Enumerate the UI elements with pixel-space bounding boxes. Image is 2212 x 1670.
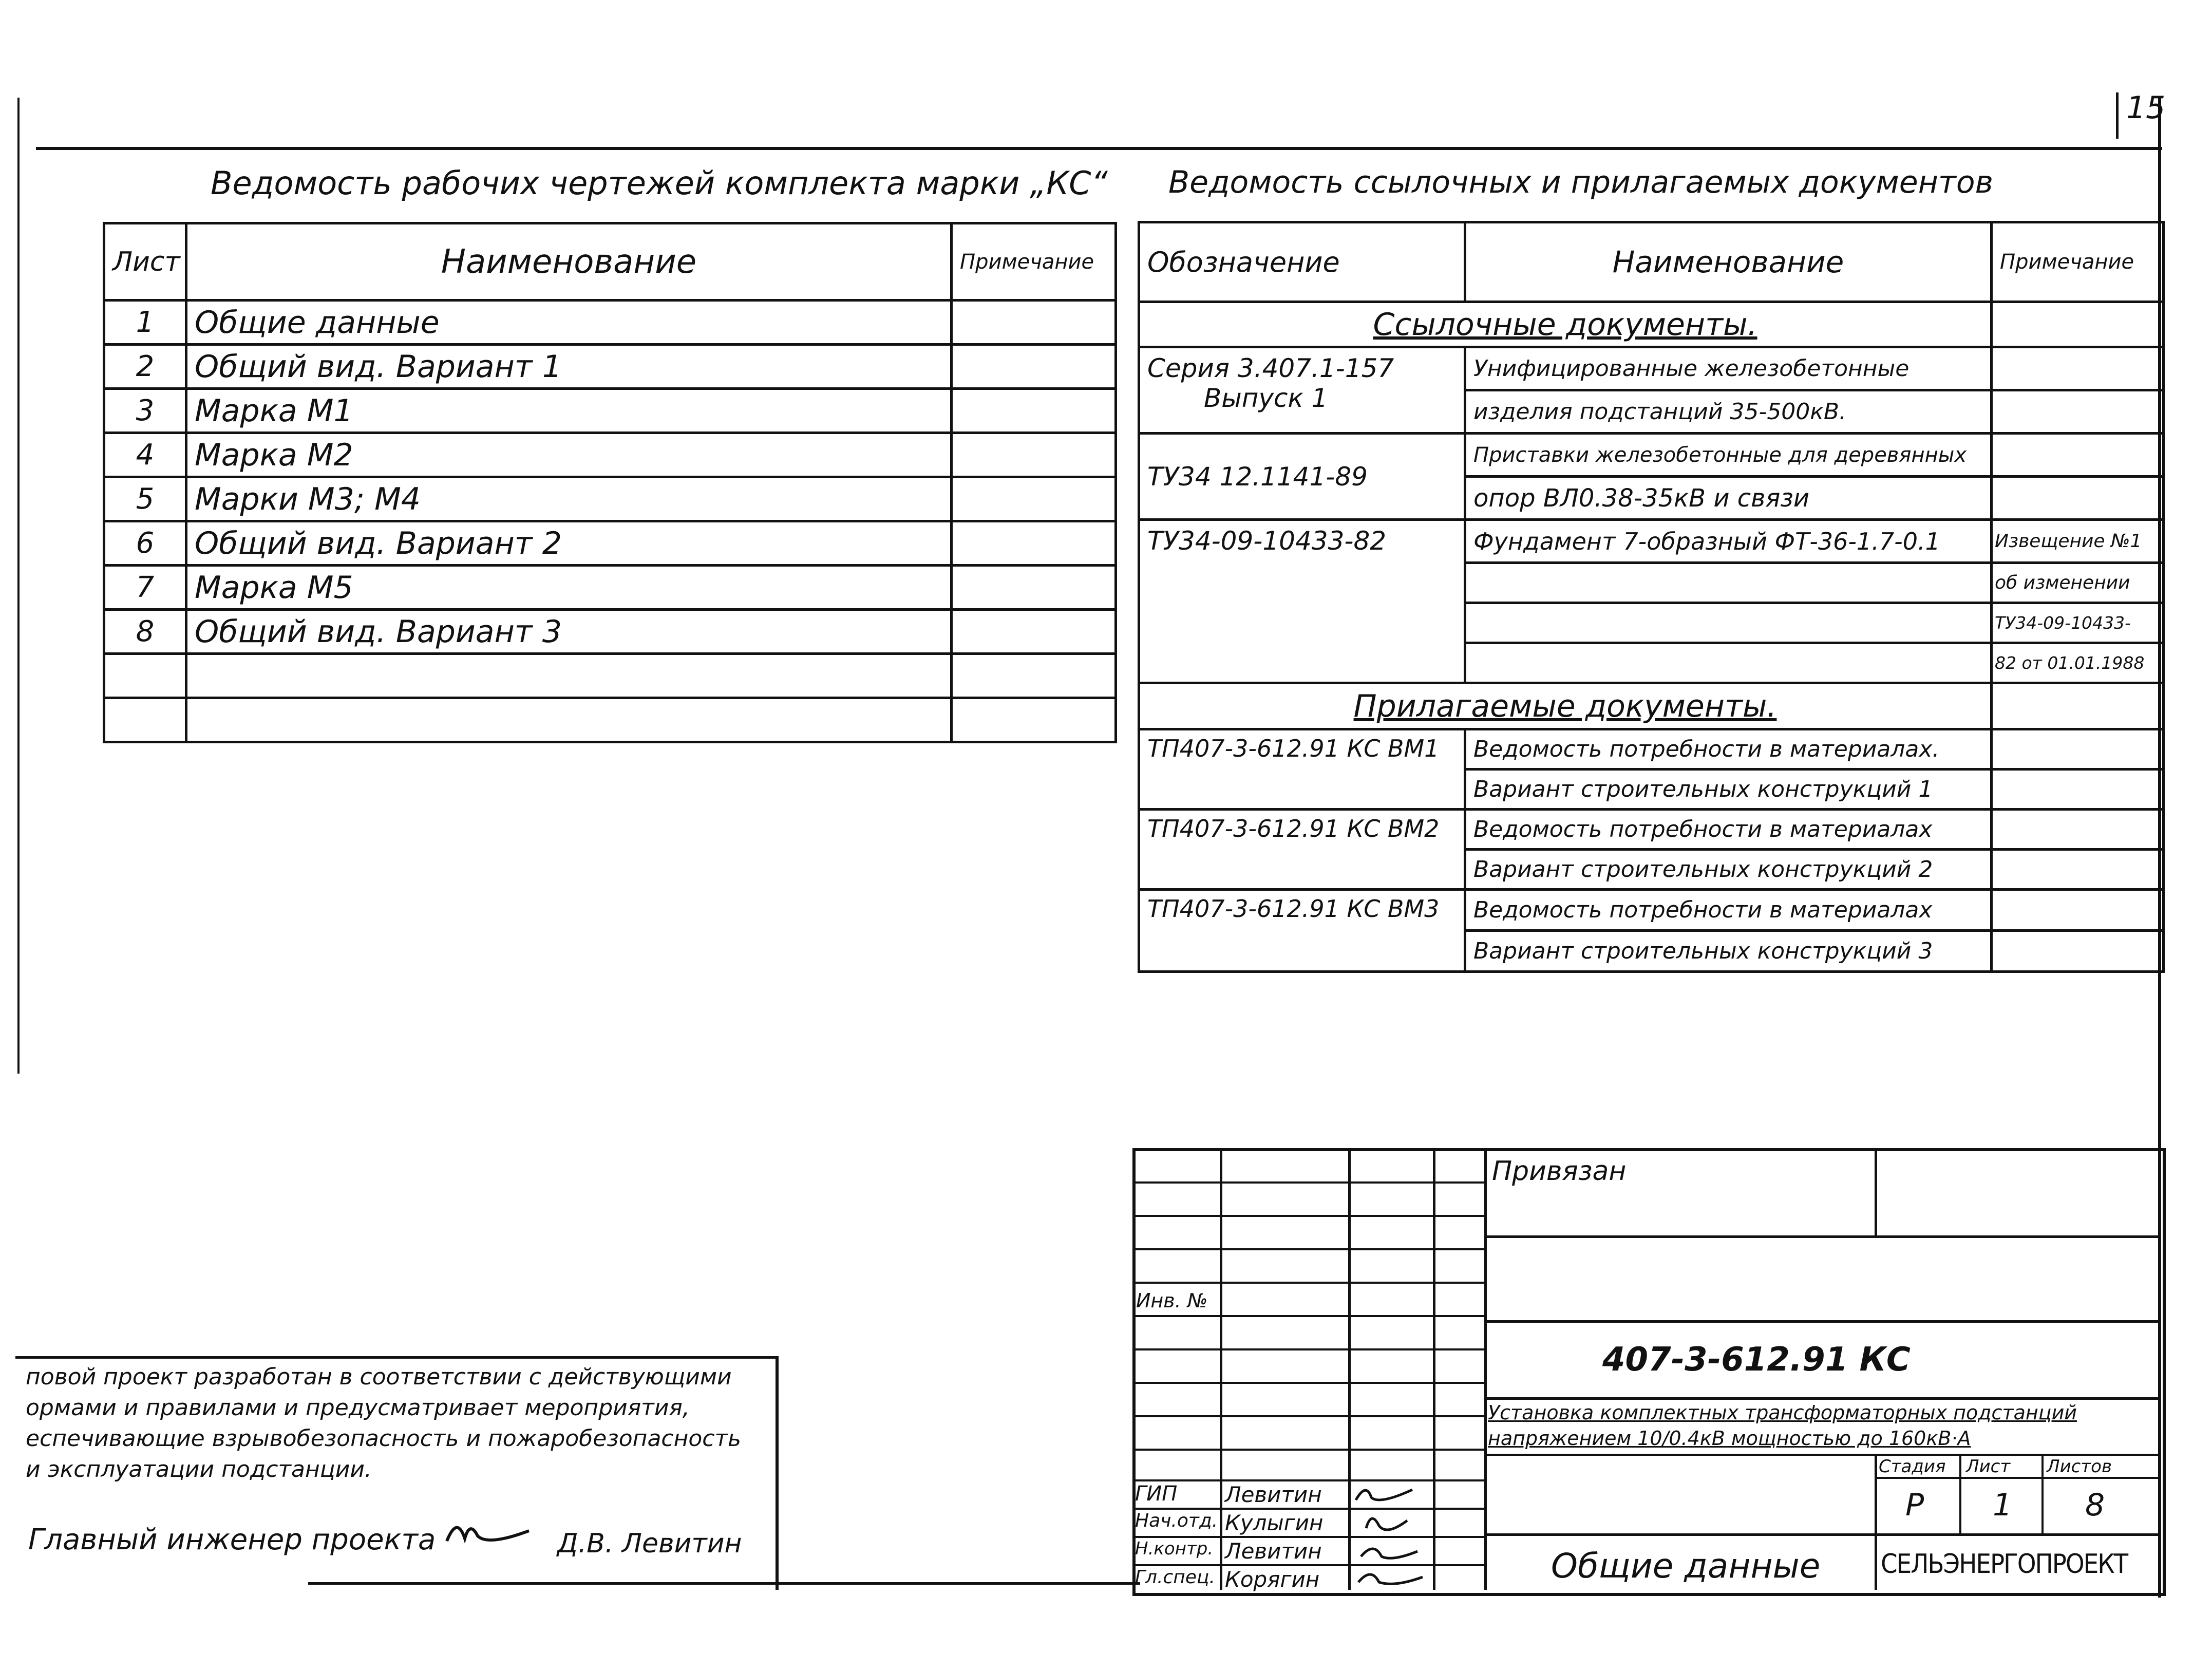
doc-note: ТУ34-09-10433- [1992,603,2164,643]
sheet-header: Лист [1966,1456,2011,1477]
stamp-vline [1220,1148,1222,1590]
document-code: 407-3-612.91 КС [1602,1341,1911,1379]
bottom-left-line [308,1582,1140,1585]
note-line: повой проект разработан в соответствии с действующими [26,1364,732,1390]
doc-name [1465,563,1992,603]
doc-note [1992,434,2164,477]
stamp-hline [1875,1477,2160,1479]
sheet-note [952,610,1116,654]
stamp-hline [1132,1508,1487,1510]
section-reference-docs: Ссылочные документы. [1139,302,1992,347]
doc-note [1992,477,2164,520]
doc-name: Ведомость потребности в материалах [1465,890,1992,931]
stamp-hline [1484,1397,2160,1400]
stamp-hline [1484,1533,2160,1536]
sheet-name: Общий вид. Вариант 3 [186,610,952,654]
section-note [1992,683,2164,729]
doc-code: ТП407-3-612.91 КС ВМ2 [1139,810,1465,890]
stamp-hline [1132,1564,1487,1566]
signer-role: ГИП [1135,1482,1178,1506]
doc-name: Приставки железобетонные для деревянных [1465,434,1992,477]
doc-name: Унифицированные железобетонные [1465,347,1992,390]
sheet-number [104,698,186,742]
stamp-vline [1959,1454,1961,1536]
stamp-hline [1132,1282,1487,1284]
chief-engineer-label: Главный инженер проекта [28,1523,436,1556]
doc-name: Фундамент 7-образный ФТ-36-1.7-0.1 [1465,520,1992,563]
inventory-label: Инв. № [1136,1289,1208,1312]
stamp-hline [1484,1320,2160,1323]
sheet-name: Марки М3; М4 [186,477,952,521]
sheet-name [186,654,952,698]
note-line: и эксплуатации подстанции. [26,1456,372,1483]
sheet-number: 4 [104,433,186,477]
stamp-hline [1132,1348,1487,1350]
project-description-line: Установка комплектных трансформаторных подстанций [1488,1401,2077,1424]
project-description-line: напряжением 10/0.4кВ мощностью до 160кВ·А [1488,1427,1971,1450]
sheet-note [952,698,1116,742]
sheet-note [952,654,1116,698]
doc-code: ТП407-3-612.91 КС ВМ1 [1139,729,1465,810]
sheet-note [952,477,1116,521]
right-table-title: Ведомость ссылочных и прилагаемых документов [1168,164,1993,200]
signer-role: Гл.спец. [1135,1567,1215,1588]
stamp-hline [1132,1479,1487,1481]
header-sheet: Лист [104,223,186,301]
left-frame-line [17,98,20,1074]
sheet-note [952,433,1116,477]
doc-note [1992,931,2164,972]
bound-label: Привязан [1492,1156,1627,1187]
doc-code-series: Серия 3.407.1-157 [1147,353,1394,383]
stamp-hline [1132,1215,1487,1217]
doc-code: ТП407-3-612.91 КС ВМ3 [1139,890,1465,972]
stamp-hline [1132,1382,1487,1384]
sheet-number: 5 [104,477,186,521]
stamp-hline [1132,1248,1487,1250]
sheet-number: 1 [104,301,186,345]
doc-name: Вариант строительных конструкций 3 [1465,931,1992,972]
sheet-name: Марка М1 [186,389,952,433]
stamp-hline [1132,1415,1487,1417]
header-note: Примечание [952,223,1116,301]
header-note: Примечание [1992,222,2164,302]
doc-note [1992,850,2164,890]
doc-code-issue: Выпуск 1 [1204,383,1328,413]
organization-name: СЕЛЬЭНЕРГОПРОЕКТ [1881,1549,2128,1580]
doc-name: опор ВЛ0.38-35кВ и связи [1465,477,1992,520]
doc-note [1992,890,2164,931]
header-name: Наименование [1465,222,1992,302]
page-number: 15 [2126,90,2166,126]
chief-signature [442,1510,534,1556]
page-number-box [2116,92,2119,139]
signer-name: Кулыгин [1225,1510,1324,1535]
sheet-note [952,389,1116,433]
documents-list-table [1138,221,2165,973]
signer-name: Левитин [1225,1538,1322,1564]
header-designation: Обозначение [1139,222,1465,302]
top-frame-line [36,147,2162,150]
stamp-hline [1132,1536,1487,1538]
stamp-hline [1484,1235,2160,1238]
note-line: ормами и правилами и предусматривает мероприятия, [26,1395,690,1421]
doc-name: изделия подстанций 35-500кВ. [1465,390,1992,434]
stamp-vline [1433,1148,1435,1590]
stamp-hline [1484,1454,2160,1456]
sheet-name: Марка М5 [186,566,952,610]
section-note [1992,302,2164,347]
sheet-name: Общий вид. Вариант 2 [186,521,952,566]
sheet-name: Общие данные [186,301,952,345]
sheet-name: Марка М2 [186,433,952,477]
header-name: Наименование [186,223,952,301]
section-attached-docs: Прилагаемые документы. [1139,683,1992,729]
doc-name: Ведомость потребности в материалах [1465,810,1992,850]
doc-name: Вариант строительных конструкций 2 [1465,850,1992,890]
doc-name: Ведомость потребности в материалах. [1465,729,1992,770]
sheet-number: 7 [104,566,186,610]
sheet-number: 8 [104,610,186,654]
stage-header: Стадия [1879,1456,1946,1477]
note-line: еспечивающие взрывобезопасность и пожаробезопасность [26,1425,742,1452]
doc-note [1992,810,2164,850]
stamp-vline [1875,1454,1877,1590]
sheets-header: Листов [2047,1456,2112,1477]
stamp-vline [2041,1454,2044,1536]
sheet-number [104,654,186,698]
sheet-number: 2 [104,345,186,389]
doc-note [1992,729,2164,770]
sheet-name [186,698,952,742]
sheets-value: 8 [2085,1487,2105,1523]
signer-role: Н.контр. [1135,1538,1214,1559]
signer-name: Левитин [1225,1482,1322,1507]
doc-note [1992,390,2164,434]
sheet-value: 1 [1993,1487,2013,1523]
sheet-note [952,566,1116,610]
stamp-hline [1132,1315,1487,1317]
sheet-note [952,345,1116,389]
sheet-note [952,301,1116,345]
drawings-list-table [103,222,1117,743]
doc-note: Извещение №1 [1992,520,2164,563]
doc-name: Вариант строительных конструкций 1 [1465,770,1992,810]
doc-code: ТУ34 12.1141-89 [1139,434,1465,520]
signer-role: Нач.отд. [1135,1510,1218,1531]
stamp-vline [1484,1148,1487,1590]
stage-value: Р [1905,1487,1924,1523]
doc-note [1992,347,2164,390]
doc-note: об изменении [1992,563,2164,603]
signature-marks [1351,1479,1433,1590]
sheet-note [952,521,1116,566]
stamp-hline [1132,1449,1487,1451]
doc-note: 82 от 01.01.1988 [1992,643,2164,683]
chief-engineer-name: Д.В. Левитин [557,1528,742,1559]
sheet-name: Общий вид. Вариант 1 [186,345,952,389]
sheet-number: 6 [104,521,186,566]
stamp-hline [1132,1181,1487,1184]
doc-note [1992,770,2164,810]
sheet-title: Общие данные [1551,1546,1821,1586]
sheet-number: 3 [104,389,186,433]
doc-code: ТУ34-09-10433-82 [1139,520,1465,683]
doc-code [1139,347,1465,434]
stamp-vline [1875,1148,1877,1235]
left-table-title: Ведомость рабочих чертежей комплекта марки „КС“ [211,164,1108,202]
doc-name [1465,643,1992,683]
doc-name [1465,603,1992,643]
signer-name: Корягин [1225,1567,1320,1592]
